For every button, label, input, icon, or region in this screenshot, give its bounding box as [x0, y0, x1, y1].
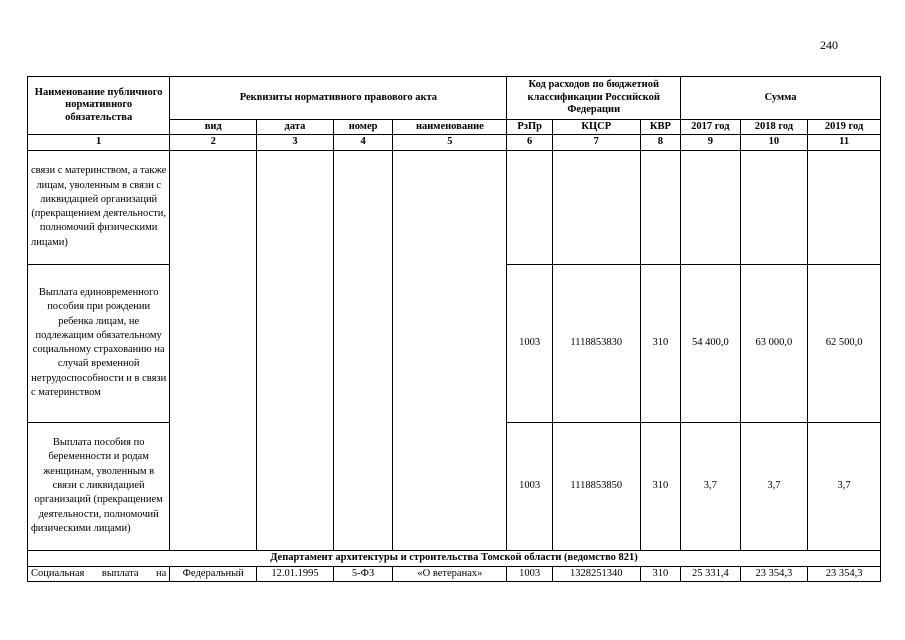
column-number: 3	[257, 135, 334, 150]
kvr-cell: 310	[640, 422, 680, 550]
sum-2018-cell: 23 354,3	[740, 566, 808, 581]
header-naimenovanie: наименование	[393, 120, 507, 135]
sum-2017-cell: 25 331,4	[681, 566, 741, 581]
table-row	[28, 566, 881, 581]
sum-2018-cell: 63 000,0	[740, 264, 808, 422]
requisite-vid-cell: Федеральный	[170, 566, 257, 581]
department-row	[28, 550, 881, 566]
column-number: 5	[393, 135, 507, 150]
requisite-name-cell: «О ветеранах»	[393, 566, 507, 581]
kcsr-cell: 1328251340	[552, 566, 640, 581]
header-requisites: Реквизиты нормативного правового акта	[170, 77, 507, 120]
header-row	[28, 77, 881, 120]
header-sum: Сумма	[681, 77, 881, 120]
requisite-number-cell: 5-ФЗ	[333, 566, 393, 581]
obligation-name: Выплата пособия по беременности и родам женщинам, уволенным в связи с ликвидацией организаций (прекращением деятельности, полномочий физическими лицами)	[28, 422, 170, 550]
sum-2017-cell	[681, 150, 741, 264]
column-number: 9	[681, 135, 741, 150]
header-kcsr: КЦСР	[552, 120, 640, 135]
header-name: Наименование публичного нормативного обязательства	[28, 77, 170, 135]
kcsr-cell: 1118853830	[552, 264, 640, 422]
column-number: 1	[28, 135, 170, 150]
header-2017: 2017 год	[681, 120, 741, 135]
column-number-row	[28, 135, 881, 150]
column-number: 4	[333, 135, 393, 150]
kvr-cell: 310	[640, 264, 680, 422]
sum-2019-cell: 62 500,0	[808, 264, 881, 422]
header-vid: вид	[170, 120, 257, 135]
department-title: Департамент архитектуры и строительства Томской области (ведомство 821)	[28, 550, 881, 566]
header-2019: 2019 год	[808, 120, 881, 135]
table-row	[28, 150, 881, 264]
header-kvr: КВР	[640, 120, 680, 135]
header-rzpr: РзПр	[507, 120, 552, 135]
sum-2019-cell: 23 354,3	[808, 566, 881, 581]
rzpr-cell: 1003	[507, 264, 552, 422]
rzpr-cell: 1003	[507, 566, 552, 581]
page-number: 240	[820, 38, 838, 52]
header-2018: 2018 год	[740, 120, 808, 135]
rzpr-cell: 1003	[507, 422, 552, 550]
kvr-cell	[640, 150, 680, 264]
requisite-number-cell	[333, 150, 393, 550]
kvr-cell: 310	[640, 566, 680, 581]
sum-2017-cell: 3,7	[681, 422, 741, 550]
kcsr-cell: 1118853850	[552, 422, 640, 550]
header-budget-code: Код расходов по бюджетной классификации Российской Федерации	[507, 77, 681, 120]
kcsr-cell	[552, 150, 640, 264]
obligation-name: связи с материнством, а также лицам, уволенным в связи с ликвидацией организаций (прекращением деятельности, полномочий физическими лицами)	[28, 150, 170, 264]
rzpr-cell	[507, 150, 552, 264]
requisite-vid-cell	[170, 150, 257, 550]
column-number: 10	[740, 135, 808, 150]
sum-2017-cell: 54 400,0	[681, 264, 741, 422]
column-number: 2	[170, 135, 257, 150]
obligation-name: Выплата единовременного пособия при рождении ребенка лицам, не подлежащим обязательному социальному страхованию на случай временной нетрудоспособности и в связи с материнством	[28, 264, 170, 422]
column-number: 8	[640, 135, 680, 150]
budget-table	[27, 76, 881, 582]
sum-2018-cell	[740, 150, 808, 264]
header-data: дата	[257, 120, 334, 135]
requisite-date-cell: 12.01.1995	[257, 566, 334, 581]
sum-2019-cell: 3,7	[808, 422, 881, 550]
header-nomer: номер	[333, 120, 393, 135]
requisite-name-cell	[393, 150, 507, 550]
column-number: 6	[507, 135, 552, 150]
column-number: 7	[552, 135, 640, 150]
sum-2018-cell: 3,7	[740, 422, 808, 550]
obligation-name: Социальная выплата на	[28, 566, 170, 581]
column-number: 11	[808, 135, 881, 150]
requisite-date-cell	[257, 150, 334, 550]
sum-2019-cell	[808, 150, 881, 264]
